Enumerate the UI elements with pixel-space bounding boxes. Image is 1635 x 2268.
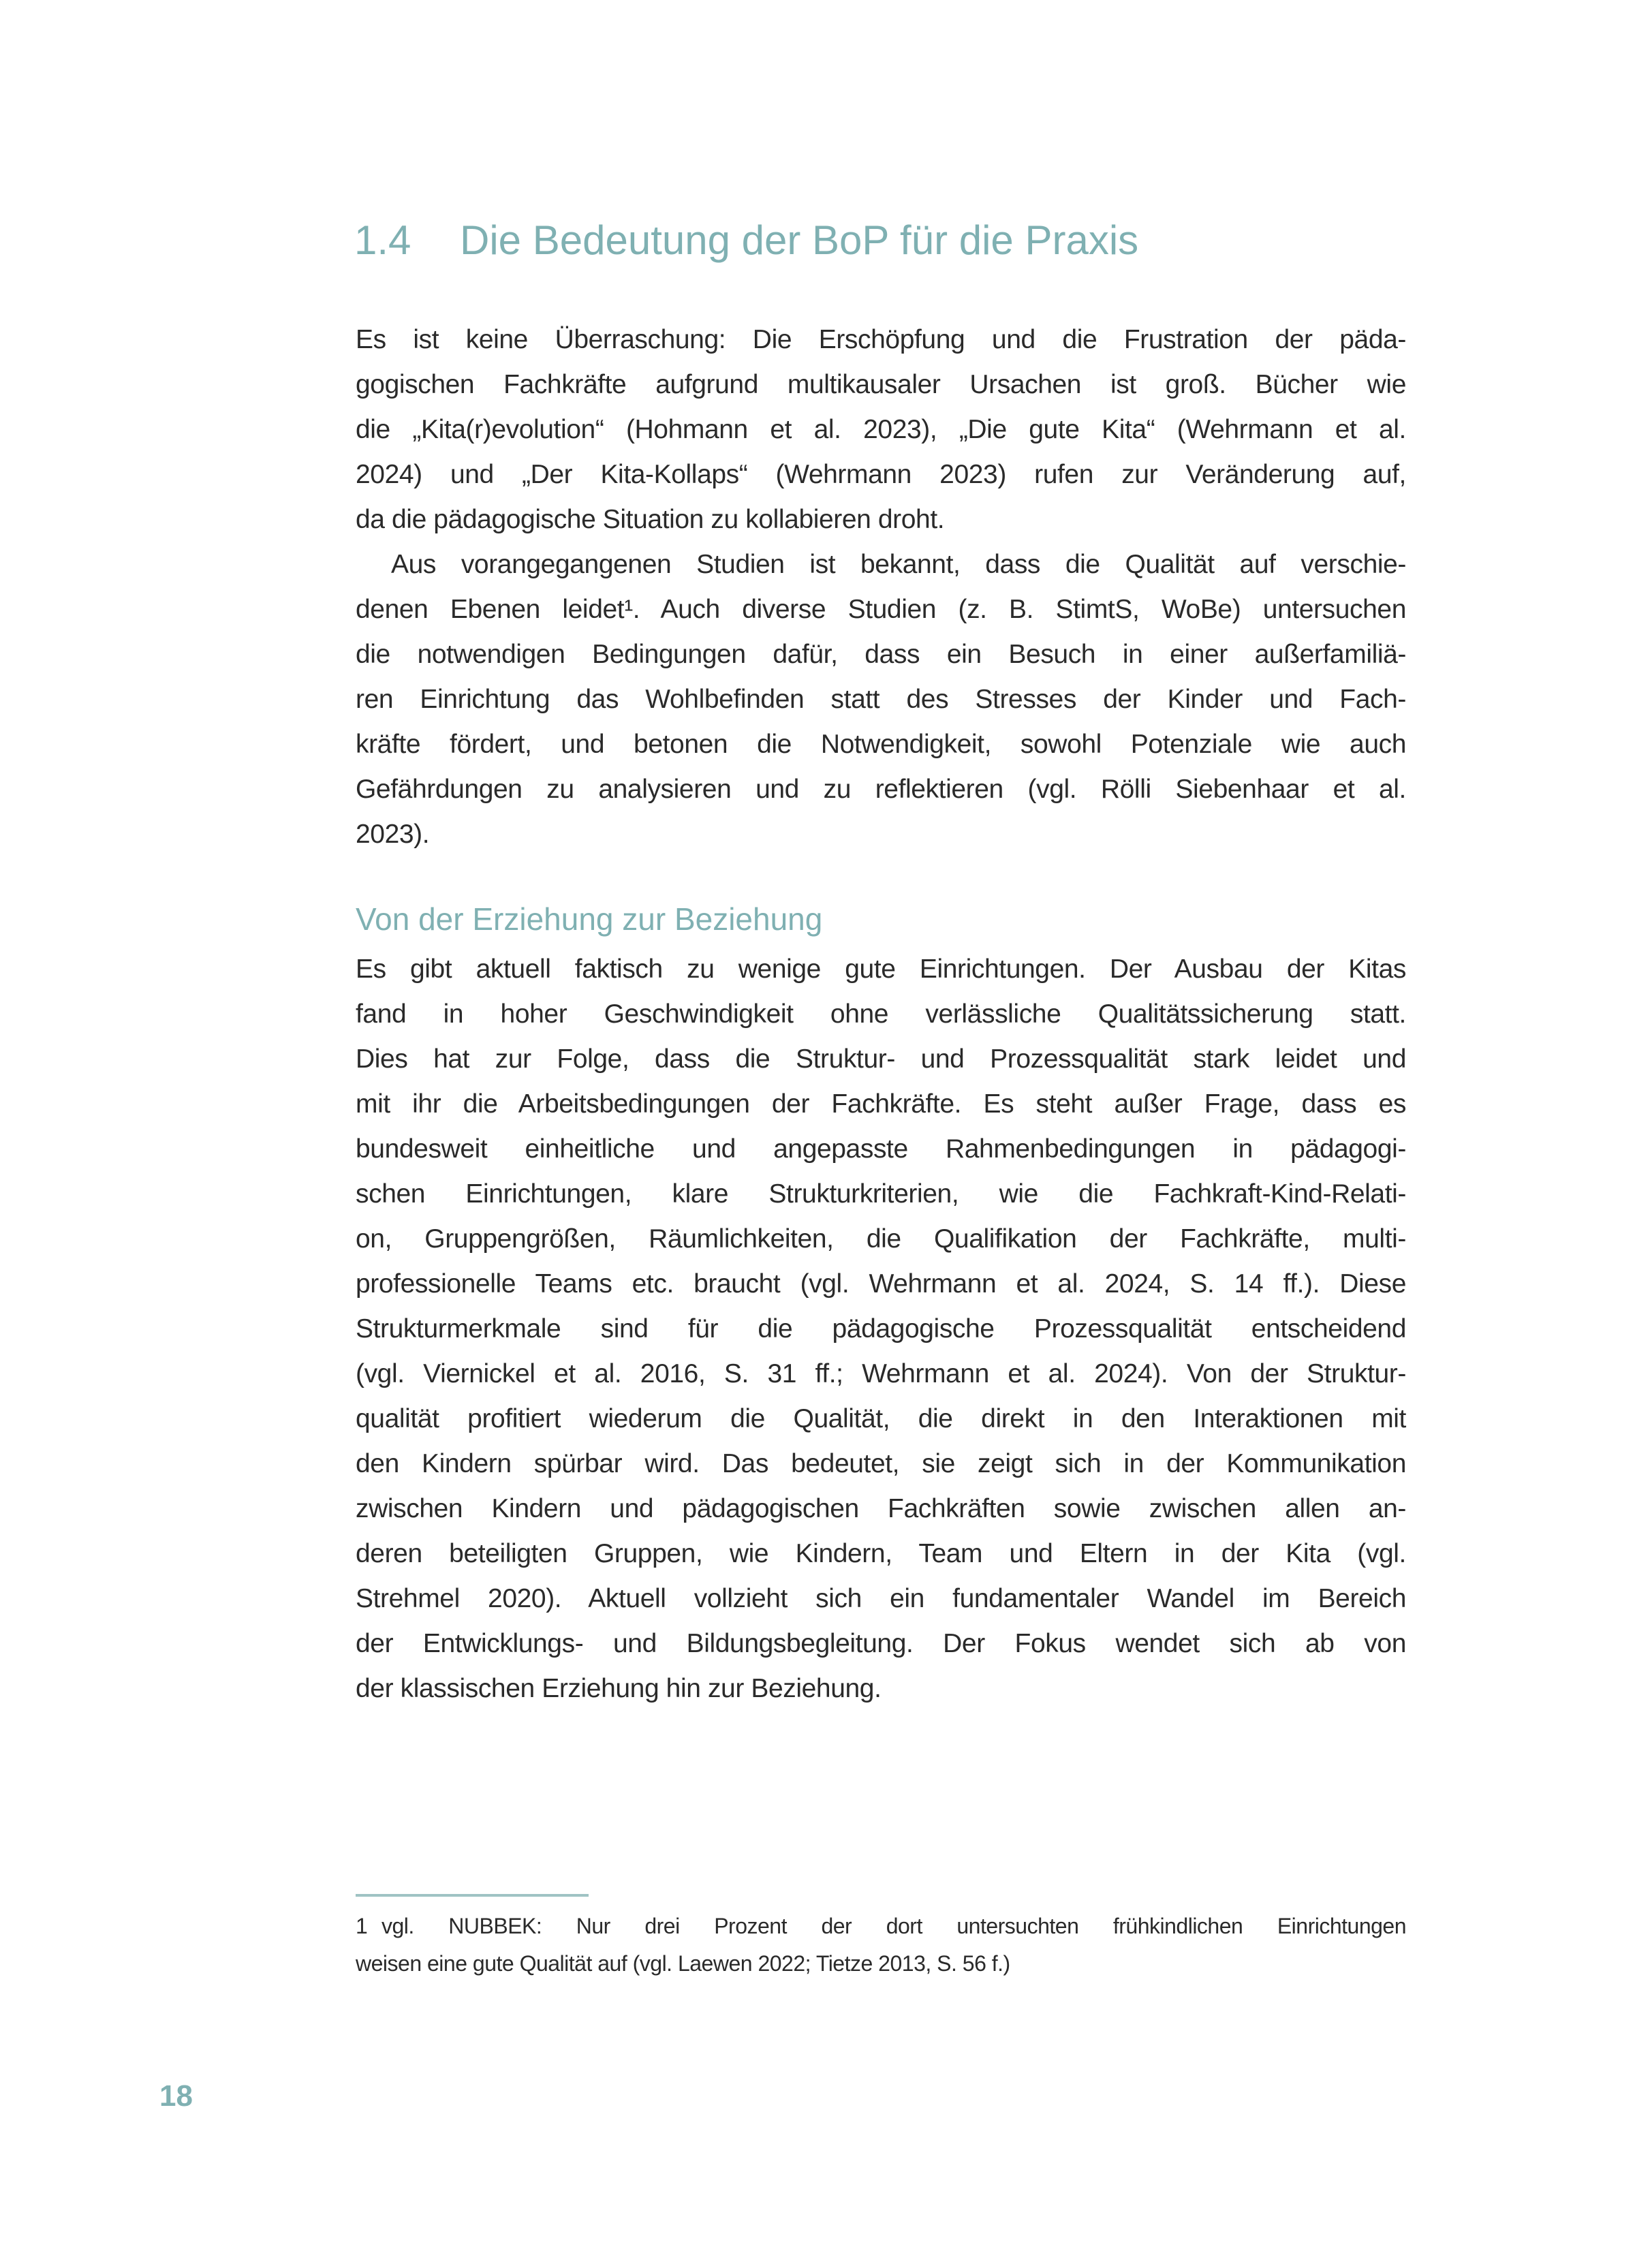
text-line (356, 497, 1406, 542)
text-line (356, 1217, 1406, 1262)
footnote-number: 1 (356, 1914, 368, 1938)
text-line (356, 1908, 1406, 1945)
text-line (356, 362, 1406, 407)
text-line-content: vgl. NUBBEK: Nur drei Prozent der dort untersuchten frühkindlichen Einrichtungen (382, 1914, 1406, 1938)
text-line (356, 1037, 1406, 1082)
text-line (356, 1262, 1406, 1307)
text-line-content: der klassischen Erziehung hin zur Beziehung. (356, 1674, 882, 1703)
text-line (356, 542, 1406, 587)
text-line (356, 1307, 1406, 1352)
text-line-content: fand in hoher Geschwindigkeit ohne verlässliche Qualitätssicherung statt. (356, 999, 1406, 1029)
text-line (356, 317, 1406, 362)
subheading: Von der Erziehung zur Beziehung (356, 901, 823, 937)
text-line-content: qualität profitiert wiederum die Qualität, die direkt in den Interaktionen mit (356, 1404, 1406, 1433)
text-line (356, 812, 1406, 857)
text-line-content: Es ist keine Überraschung: Die Erschöpfung und die Frustration der päda- (356, 325, 1406, 354)
text-line (356, 722, 1406, 767)
text-line-content: Es gibt aktuell faktisch zu wenige gute Einrichtungen. Der Ausbau der Kitas (356, 954, 1406, 984)
text-line-content: Strehmel 2020). Aktuell vollzieht sich ein fundamentaler Wandel im Bereich (356, 1584, 1406, 1613)
text-line (356, 1082, 1406, 1127)
text-line-content: 2024) und „Der Kita-Kollaps“ (Wehrmann 2023) rufen zur Veränderung auf, (356, 460, 1406, 489)
paragraph-intro (356, 317, 1406, 542)
paragraph-studies (356, 542, 1406, 857)
text-line (356, 1442, 1406, 1487)
section-title: Die Bedeutung der BoP für die Praxis (460, 217, 1139, 263)
footnote-divider (356, 1894, 589, 1897)
text-line (356, 947, 1406, 992)
text-line-content: deren beteiligten Gruppen, wie Kindern, Team und Eltern in der Kita (vgl. (356, 1539, 1406, 1568)
text-line-content: weisen eine gute Qualität auf (vgl. Laewen 2022; Tietze 2013, S. 56 f.) (356, 1951, 1010, 1976)
section-number: 1.4 (354, 217, 411, 263)
footnote (356, 1908, 1406, 1983)
text-line-content: schen Einrichtungen, klare Strukturkriterien, wie die Fachkraft-Kind-Relati- (356, 1179, 1406, 1209)
text-line-content: da die pädagogische Situation zu kollabieren droht. (356, 505, 945, 534)
text-line (356, 1532, 1406, 1576)
text-line (356, 632, 1406, 677)
text-line (356, 1487, 1406, 1532)
page-number: 18 (159, 2079, 193, 2113)
text-line-content: kräfte fördert, und betonen die Notwendigkeit, sowohl Potenziale wie auch (356, 730, 1406, 759)
text-line-content: Strukturmerkmale sind für die pädagogische Prozessqualität entscheidend (356, 1314, 1406, 1343)
text-line-content: on, Gruppengrößen, Räumlichkeiten, die Qualifikation der Fachkräfte, multi- (356, 1224, 1406, 1254)
text-line (356, 1576, 1406, 1621)
text-line-content: ren Einrichtung das Wohlbefinden statt des Stresses der Kinder und Fach- (356, 685, 1406, 714)
text-line (356, 1352, 1406, 1397)
text-line (356, 677, 1406, 722)
text-line-content: denen Ebenen leidet¹. Auch diverse Studien (z. B. StimtS, WoBe) untersuchen (356, 595, 1406, 624)
text-line-content: Aus vorangegangenen Studien ist bekannt, dass die Qualität auf verschie- (391, 550, 1406, 579)
text-line (356, 1397, 1406, 1442)
text-line-content: 2023). (356, 820, 430, 849)
text-line-content: mit ihr die Arbeitsbedingungen der Fachkräfte. Es steht außer Frage, dass es (356, 1089, 1406, 1119)
text-line (356, 1172, 1406, 1217)
text-line (356, 452, 1406, 497)
text-line-content: die „Kita(r)evolution“ (Hohmann et al. 2023), „Die gute Kita“ (Wehrmann et al. (356, 415, 1406, 444)
text-line-content: professionelle Teams etc. braucht (vgl. Wehrmann et al. 2024, S. 14 ff.). Diese (356, 1269, 1406, 1299)
paragraph-erziehung-beziehung (356, 947, 1406, 1711)
text-line-content: der Entwicklungs- und Bildungsbegleitung. Der Fokus wendet sich ab von (356, 1629, 1406, 1658)
text-line-content: die notwendigen Bedingungen dafür, dass ein Besuch in einer außerfamiliä- (356, 640, 1406, 669)
text-line (356, 407, 1406, 452)
text-line-content: Dies hat zur Folge, dass die Struktur- und Prozessqualität stark leidet und (356, 1044, 1406, 1074)
text-line (356, 1621, 1406, 1666)
text-line (356, 1666, 1406, 1711)
text-line-content: bundesweit einheitliche und angepasste Rahmenbedingungen in pädagogi- (356, 1134, 1406, 1164)
text-line-content: gogischen Fachkräfte aufgrund multikausaler Ursachen ist groß. Bücher wie (356, 370, 1406, 399)
text-line (356, 1127, 1406, 1172)
text-line-content: (vgl. Viernickel et al. 2016, S. 31 ff.; Wehrmann et al. 2024). Von der Struktur- (356, 1359, 1406, 1388)
text-line-content: zwischen Kindern und pädagogischen Fachkräften sowie zwischen allen an- (356, 1494, 1406, 1523)
text-line-content: den Kindern spürbar wird. Das bedeutet, sie zeigt sich in der Kommunikation (356, 1449, 1406, 1478)
text-line (356, 1945, 1406, 1983)
text-line (356, 767, 1406, 812)
text-line (356, 992, 1406, 1037)
section-heading (354, 217, 1138, 264)
text-line-content: Gefährdungen zu analysieren und zu reflektieren (vgl. Rölli Siebenhaar et al. (356, 775, 1406, 804)
text-line (356, 587, 1406, 632)
